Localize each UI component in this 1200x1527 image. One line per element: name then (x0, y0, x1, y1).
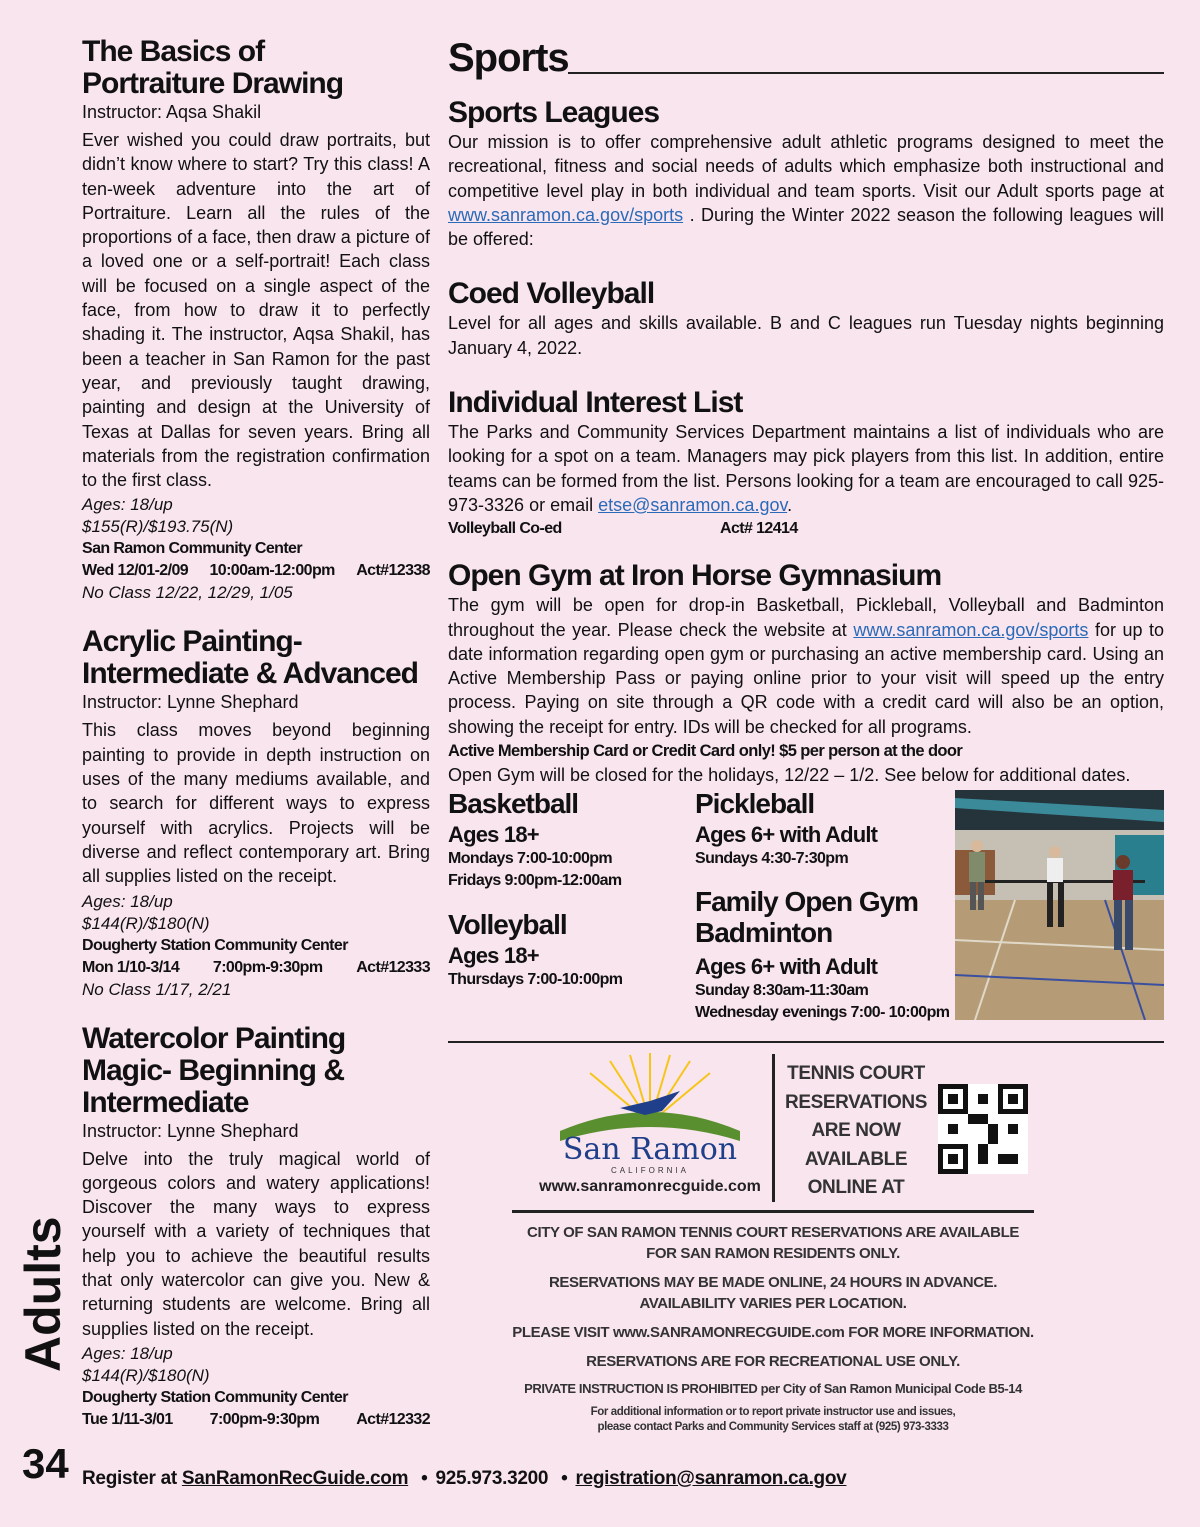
price: $155(R)/$193.75(N) (82, 517, 234, 537)
email-link[interactable]: etse@sanramon.ca.gov (598, 494, 788, 515)
family-gym-title: Family Open Gym Badminton (695, 886, 919, 948)
flyer-heading-line: ONLINE AT (807, 1177, 905, 1198)
volleyball-ages: Ages 18+ (448, 943, 539, 968)
pickleball-time: Sundays 4:30-7:30pm (695, 850, 849, 867)
qr-code (938, 1084, 1028, 1174)
footer-register: Register at (82, 1468, 182, 1489)
leagues-text: Our mission is to offer comprehensive adult athletic programs designed to meet the recreational, fitness and social needs of adults which emphasize both instructional and competitive level play in both individual and team sports. Visit our Adult sports page at www.sanramon.ca.gov/sports . During the Winter 2022 season the following leagues will be offered: (448, 132, 1164, 250)
family-gym-time: Sunday 8:30am-11:30am (695, 982, 869, 999)
course-description: This class moves beyond beginning painting to provide in depth instruction on uses of the many mediums available, and to search for different ways to express yourself with acrylics. Projects will be diverse and reflect contemporary art. Bring all supplies listed on the receipt. (82, 720, 430, 887)
section-title: Sports (448, 36, 569, 80)
flyer-line: FOR SAN RAMON RESIDENTS ONLY. (646, 1245, 900, 1262)
flyer-line: AVAILABILITY VARIES PER LOCATION. (639, 1295, 907, 1312)
logo-sub: CALIFORNIA (610, 1166, 689, 1175)
side-label: Adults (15, 1216, 71, 1372)
footer-separator: • (421, 1468, 428, 1489)
pickleball-ages: Ages 6+ with Adult (695, 822, 878, 847)
right-column (448, 36, 1164, 787)
course-portraiture (82, 36, 430, 604)
footer-email-link[interactable]: registration@sanramon.ca.gov (575, 1468, 847, 1489)
leagues-title: Sports Leagues (448, 96, 660, 129)
flyer-heading (782, 1060, 930, 1203)
instructor: Instructor: Lynne Shephard (82, 1120, 299, 1141)
gym-photo (955, 790, 1164, 1020)
pickleball-block (695, 788, 950, 870)
course-acrylic (82, 626, 430, 1000)
flyer-line: RESERVATIONS ARE FOR RECREATIONAL USE ONLY. (586, 1353, 960, 1370)
volleyball-block (448, 909, 688, 991)
location: San Ramon Community Center (82, 540, 302, 558)
interest-act-row (448, 517, 1164, 541)
schedule-row (82, 957, 430, 979)
instructor: Instructor: Aqsa Shakil (82, 102, 262, 122)
basketball-block (448, 788, 688, 892)
membership-note: Active Membership Card or Credit Card only! $5 per person at the door (448, 742, 963, 761)
footer-phone: 925.973.3200 (435, 1468, 549, 1489)
flyer-divider (772, 1054, 775, 1202)
basketball-time: Fridays 9:00pm-12:00am (448, 872, 622, 889)
schedule-row (82, 560, 430, 582)
closed-note: Open Gym will be closed for the holidays, 12/22 – 1/2. See below for additional dates. (448, 765, 1131, 786)
open-gym-title: Open Gym at Iron Horse Gymnasium (448, 559, 942, 593)
family-gym-block (695, 886, 950, 1024)
instructor: Instructor: Lynne Shephard (82, 692, 299, 713)
interest-list-title: Individual Interest List (448, 386, 743, 420)
open-gym-text: The gym will be open for drop-in Basketball, Pickleball, Volleyball and Badminton throughout the year. Please check the website at www.sanramon.ca.gov/sports for up to date information regarding open gym or purchasing an active membership card. Using an Active Membership Pass or paying online prior to your visit will speed up the entry process. Paying on site through a QR code with a credit card will also be an option, showing the receipt for entry. IDs will be checked for all programs. (448, 595, 1165, 737)
logo-url: www.sanramonrecguide.com (539, 1178, 761, 1195)
time: 7:00pm-9:30pm (212, 958, 323, 976)
activity-number: Act#12338 (356, 562, 430, 580)
volleyball-time: Thursdays 7:00-10:00pm (448, 971, 623, 988)
flyer-line: PRIVATE INSTRUCTION IS PROHIBITED per City of San Ramon Municipal Code B5-14 (524, 1381, 1022, 1396)
ages: Ages: 18/up (82, 891, 173, 911)
no-class: No Class 12/22, 12/29, 1/05 (82, 583, 293, 603)
tennis-flyer (500, 1048, 1060, 1448)
time: 10:00am-12:00pm (209, 562, 335, 580)
flyer-heading-line: RESERVATIONS (785, 1091, 927, 1113)
price: $144(R)/$180(N) (82, 913, 210, 933)
divider (448, 1041, 1164, 1043)
page-number: 34 (22, 1440, 69, 1487)
flyer-line: please contact Parks and Community Services staff at (925) 973-3333 (597, 1421, 949, 1433)
ages: Ages: 18/up (82, 1343, 173, 1363)
flyer-heading-line: AVAILABLE (804, 1148, 908, 1170)
activity-number: Act#12333 (356, 958, 430, 976)
footer (82, 1466, 846, 1492)
interest-act: Act# 12414 (720, 520, 798, 538)
coed-volleyball-title: Coed Volleyball (448, 277, 655, 311)
logo-name: San Ramon (562, 1132, 738, 1167)
flyer-heading-line: ARE NOW (811, 1120, 901, 1141)
sports-link[interactable]: www.sanramon.ca.gov/sports (448, 204, 684, 225)
coed-volleyball-text: Level for all ages and skills available. B and C leagues run Tuesday nights beginning January 4, 2022. (448, 313, 1164, 358)
activity-number: Act#12332 (356, 1410, 430, 1428)
open-gym-link[interactable]: www.sanramon.ca.gov/sports (853, 619, 1089, 640)
ages: Ages: 18/up (82, 495, 173, 515)
course-description: Ever wished you could draw portraits, but didn’t know where to start? Try this class! A ten-week adventure into the art of Portraiture. Learn all the rules of the proportions of a face, then draw a picture of a loved one or a self-portrait! Each class will be focused on a single aspect of the face, from how to draw it to perfectly shading it. The instructor, Aqsa Shakil, has been a teacher in San Ramon for the past year, and previously taught drawing, painting and design at the University of Texas at Dallas for seven years. Bring all materials from the registration confirmation to the first class. (82, 130, 430, 491)
basketball-ages: Ages 18+ (448, 822, 539, 847)
pickleball-title: Pickleball (695, 788, 815, 819)
basketball-title: Basketball (448, 788, 579, 819)
price: $144(R)/$180(N) (82, 1365, 210, 1385)
flyer-line: PLEASE VISIT www.SANRAMONRECGUIDE.com FOR MORE INFORMATION. (512, 1324, 1034, 1341)
family-gym-time: Wednesday evenings 7:00- 10:00pm (695, 1004, 950, 1021)
flyer-line: RESERVATIONS MAY BE MADE ONLINE, 24 HOURS IN ADVANCE. (548, 1274, 998, 1291)
location: Dougherty Station Community Center (82, 936, 348, 954)
interest-label: Volleyball Co-ed (448, 520, 562, 538)
dates: Tue 1/11-3/01 (82, 1410, 173, 1428)
family-gym-ages: Ages 6+ with Adult (695, 954, 878, 979)
course-description: Delve into the truly magical world of gorgeous colors and watery applications! Discover the many ways to express yourself with a variety of techniques that help you to achieve the beautiful results that only watercolor can give you. New & returning students are welcome. Bring all supplies listed on the receipt. (82, 1148, 430, 1339)
flyer-rule (512, 1210, 1034, 1213)
course-title: Watercolor Painting Magic- Beginning & Intermediate (82, 1021, 346, 1119)
course-watercolor (82, 1023, 430, 1431)
flyer-body (500, 1222, 1046, 1435)
no-class: No Class 1/17, 2/21 (82, 979, 232, 999)
course-title: The Basics of Portraiture Drawing (82, 35, 344, 100)
flyer-heading-line: TENNIS COURT (787, 1063, 925, 1084)
dates: Wed 12/01-2/09 (82, 562, 189, 580)
location: Dougherty Station Community Center (82, 1388, 348, 1406)
dates: Mon 1/10-3/14 (82, 958, 180, 976)
volleyball-title: Volleyball (448, 909, 567, 940)
section-rule (568, 72, 1164, 74)
left-column (82, 36, 430, 1431)
schedule-row (82, 1409, 430, 1431)
time: 7:00pm-9:30pm (209, 1410, 320, 1428)
footer-site-link[interactable]: SanRamonRecGuide.com (181, 1468, 409, 1489)
flyer-line: For additional information or to report private instructor use and issues, (590, 1406, 956, 1418)
basketball-time: Mondays 7:00-10:00pm (448, 850, 613, 867)
interest-list-text: The Parks and Community Services Department maintains a list of individuals who are looking for a spot on a team. Managers may pick players from this list. In addition, entire teams can be formed from the list. Persons looking for a team are encouraged to call 925-973-3326 or email etse@sanramon.ca.gov. (448, 422, 1164, 515)
course-title: Acrylic Painting- Intermediate & Advanced (82, 625, 418, 691)
footer-separator: • (561, 1468, 568, 1489)
flyer-line: CITY OF SAN RAMON TENNIS COURT RESERVATIONS ARE AVAILABLE (527, 1224, 1019, 1241)
